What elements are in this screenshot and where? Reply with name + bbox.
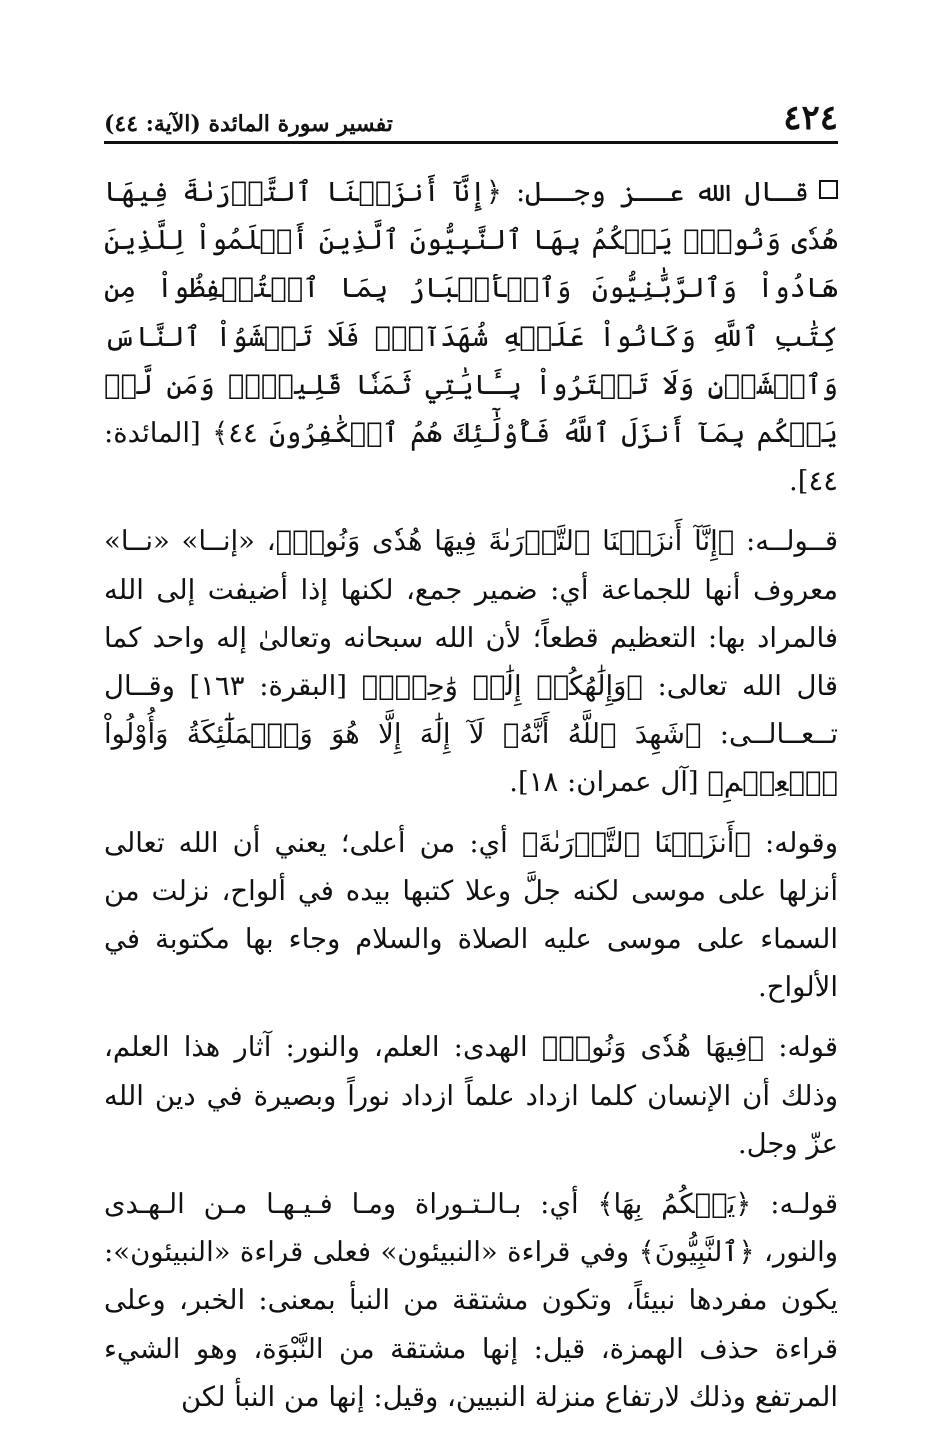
page-header [104, 100, 838, 144]
paragraph [104, 168, 838, 505]
paragraph [104, 517, 838, 806]
paragraph-text: قـال الله عــز وجــل: ﴿إِنَّآ أَنزَلۡنَا ٱلتَّوۡرَىٰةَ فِيهَا هُدٗى وَنُورٞۚ يَحۡكُمُ بِهَا ٱلنَّبِيُّونَ ٱلَّذِينَ أَسۡلَمُواْ لِلَّذِينَ هَادُواْ وَٱلرَّبَّٰنِيُّونَ وَٱلۡأَحۡبَارُ بِمَا ٱسۡتُحۡفِظُواْ مِن كِتَٰبِ ٱللَّهِ وَكَانُواْ عَلَيۡهِ شُهَدَآءَۚ فَلَا تَخۡشَوُاْ ٱلنَّاسَ وَٱخۡشَوۡنِ وَلَا تَشۡتَرُواْ بِـَٔايَٰتِي ثَمَنٗا قَلِيلٗاۚ وَمَن لَّمۡ يَحۡكُم بِمَآ أَنزَلَ ٱللَّهُ فَأُوْلَٰٓئِكَ هُمُ ٱلۡكَٰفِرُونَ ٤٤﴾ [المائدة: ٤٤]. [104, 176, 838, 498]
paragraph-text: وقوله: ﴿أَنزَلۡنَا ٱلتَّوۡرَىٰةَ﴾ أي: من أعلى؛ يعني أن الله تعالى أنزلها على موسى لكنه جلَّ وعلا كتبها بيده في ألواح، نزلت من السماء على موسى عليه الصلاة والسلام وجاء بها مكتوبة في الألواح. [104, 826, 838, 1004]
paragraph-text: قــولــه: ﴿إِنَّآ أَنزَلۡنَا ٱلتَّوۡرَىٰةَ فِيهَا هُدٗى وَنُورٞ﴾، «إنــا» «نــا» معروف أنها للجماعة أي: ضمير جمع، لكنها إذا أضيفت إلى الله فالمراد بها: التعظيم قطعاً؛ لأن الله سبحانه وتعالىٰ إله واحد كما قال الله تعالى: ﴿وَإِلَٰهُكُمۡ إِلَٰهٞ وَٰحِدٞۖ﴾ [البقرة: ١٦٣] وقــال تــعــالــى: ﴿شَهِدَ ٱللَّهُ أَنَّهُۥ لَآ إِلَٰهَ إِلَّا هُوَ وَٱلۡمَلَٰٓئِكَةُ وَأُوْلُواْ ٱلۡعِلۡمِ﴾ [آل عمران: ١٨]. [104, 525, 839, 799]
page-number: ٤٢٤ [783, 98, 838, 138]
paragraph [104, 1023, 838, 1168]
square-marker-icon [819, 180, 838, 199]
paragraph [104, 1180, 838, 1421]
running-title: تفسير سورة المائدة (الآية: ٤٤) [104, 111, 393, 137]
paragraph-text: قولـه: ﴿يَحۡكُمُ بِهَا﴾ أي: بـالـتـوراة ومـا فـيـهـا مـن الـهـدى والنور، ﴿ٱلنَّبِيُّونَ﴾ وفي قراءة «النبيئون» فعلى قراءة «النبيئون»: يكون مفردها نبيئاً، وتكون مشتقة من النبأ بمعنى: الخبر، وعلى قراءة حذف الهمزة، قيل: إنها مشتقة من النَّبْوَة، وهو الشيء المرتفع وذلك لارتفاع منزلة النبيين، وقيل: إنها من النبأ لكن [104, 1188, 838, 1413]
page-body [104, 168, 838, 1433]
paragraph-text: قوله: ﴿فِيهَا هُدٗى وَنُورٞ﴾ الهدى: العلم، والنور: آثار هذا العلم، وذلك أن الإنسان كلما ازداد علماً ازداد نوراً وبصيرة في دين الله عزّ وجل. [104, 1031, 838, 1160]
paragraph [104, 819, 838, 1012]
